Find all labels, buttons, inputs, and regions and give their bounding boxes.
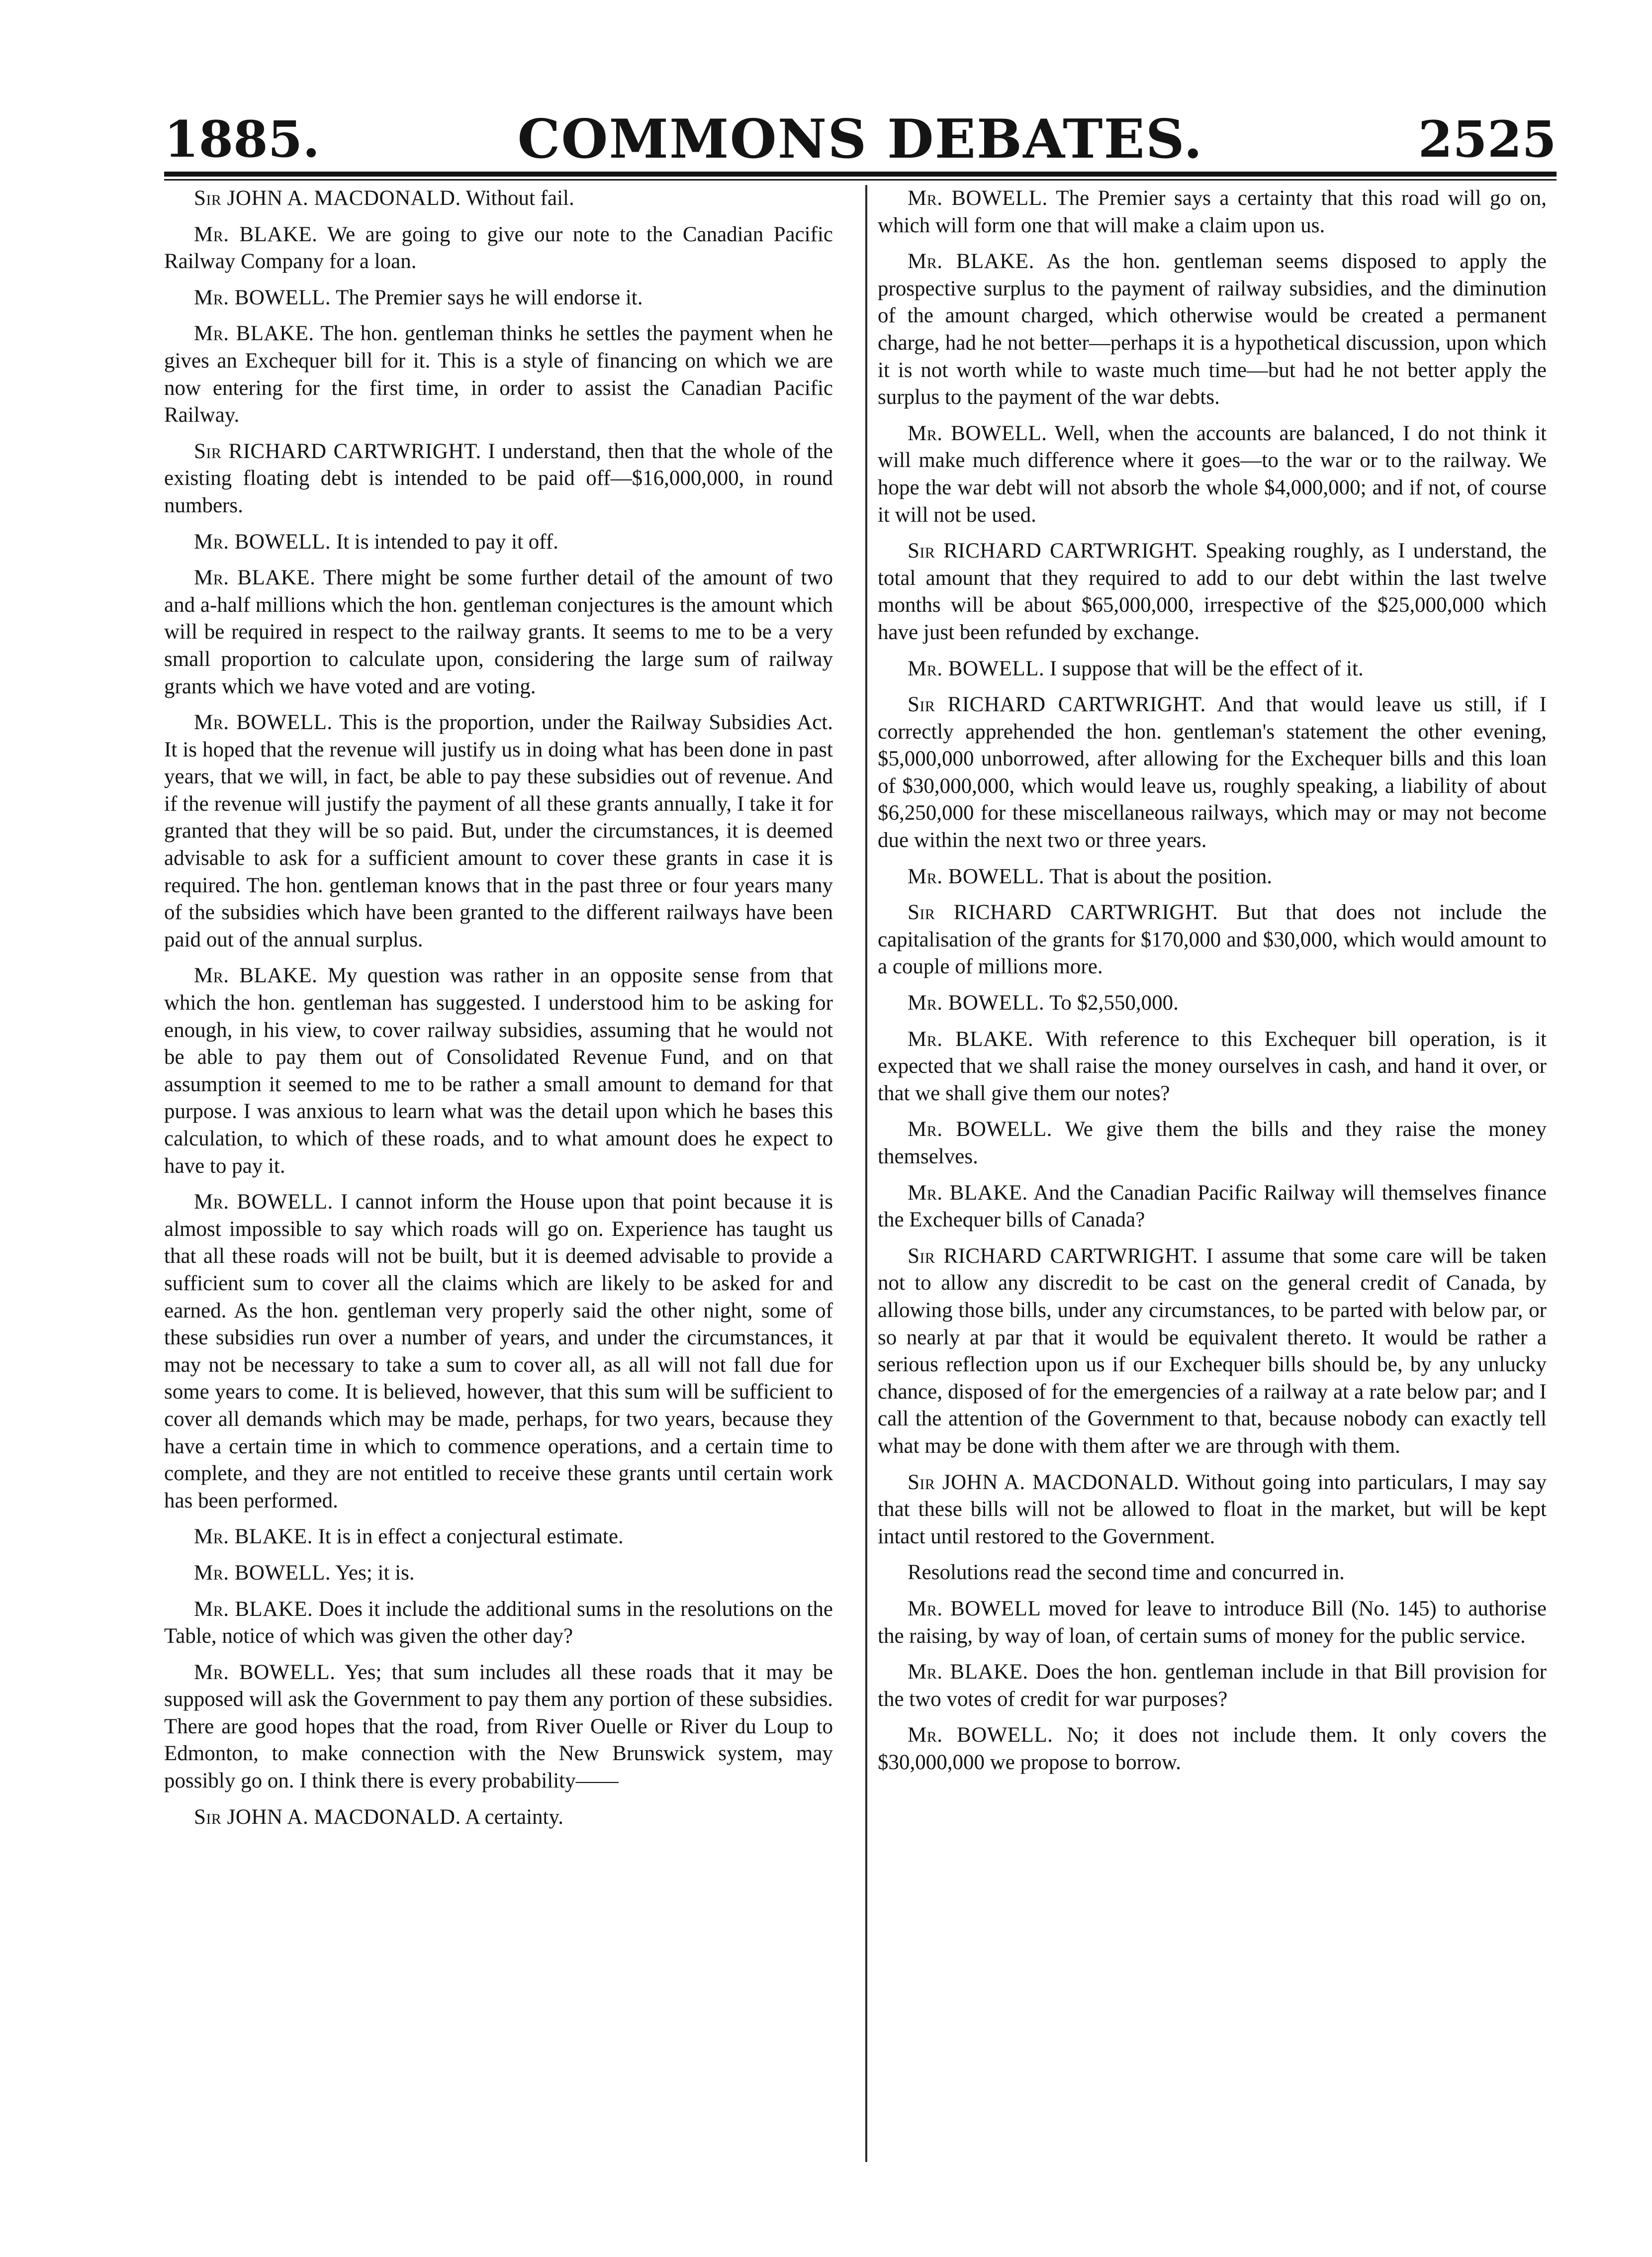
speech-text: The Premier says a certainty that this road will go on, which will form one that will make a claim upon us. xyxy=(878,187,1547,237)
speech-paragraph xyxy=(164,709,833,953)
speech-paragraph xyxy=(164,185,833,212)
speech-text: The Premier says he will endorse it. xyxy=(336,285,643,309)
speech-paragraph xyxy=(878,185,1547,239)
speech-paragraph xyxy=(878,899,1547,981)
speaker-name: Mr. BOWELL. xyxy=(908,1723,1053,1747)
header-page-number: 2525 xyxy=(1418,110,1557,169)
speech-paragraph xyxy=(164,1189,833,1514)
speaker-name: Sir RICHARD CARTWRIGHT. xyxy=(908,901,1218,925)
speech-paragraph xyxy=(164,1596,833,1650)
speech-paragraph xyxy=(164,962,833,1180)
speech-paragraph xyxy=(164,320,833,429)
speech-text: Without fail. xyxy=(465,187,574,210)
speech-paragraph xyxy=(878,691,1547,854)
speech-text: We give them the bills and they raise the money themselves. xyxy=(878,1118,1547,1168)
speech-paragraph xyxy=(878,656,1547,683)
speaker-name: Mr. BOWELL xyxy=(908,1597,1041,1620)
speech-paragraph xyxy=(164,1804,833,1831)
speech-paragraph xyxy=(164,529,833,556)
speech-paragraph xyxy=(878,1180,1547,1234)
speaker-name: Sir RICHARD CARTWRIGHT. xyxy=(194,439,481,463)
speech-text: I understand, then that the whole of the existing floating debt is intended to be paid off—$16,000,000, in round numbers. xyxy=(164,439,833,517)
speaker-name: Sir JOHN A. MACDONALD. xyxy=(194,1805,461,1829)
speaker-name: Sir JOHN A. MACDONALD. xyxy=(194,187,461,210)
column-divider xyxy=(865,185,867,2162)
speaker-name: Mr. BLAKE. xyxy=(194,1525,313,1549)
speaker-name: Mr. BLAKE. xyxy=(194,222,318,246)
speech-paragraph xyxy=(878,990,1547,1017)
speaker-name: Sir RICHARD CARTWRIGHT. xyxy=(908,693,1206,717)
speech-paragraph xyxy=(878,1243,1547,1460)
speech-text: The hon. gentleman thinks he settles the payment when he gives an Exchequer bill for it. This is a style of financing on which we are now entering for the first time, in order to assist the Canadian Pacific Railway. xyxy=(164,322,833,427)
speech-text: I assume that some care will be taken not to allow any discredit to be cast on the general credit of Canada, by allowing those bills, under any circumstances, to be parted with below par, or so nearly at par that it would be equivalent thereto. It would be rather a serious reflection upon us if our Exchequer bills should be, by any unlucky chance, disposed of for the emergencies of a railway at a rate below par; and I call the attention of the Government to that, because nobody can exactly tell what may be done with them after we are through with them. xyxy=(878,1244,1547,1458)
speech-paragraph xyxy=(878,248,1547,411)
speech-text: To $2,550,000. xyxy=(1049,991,1179,1015)
speech-text: As the hon. gentleman seems disposed to apply the prospective surplus to the payment of railway subsidies, and the diminution of the amount charged, which otherwise would be created a permanent charge, had he not better—perhaps it is a hypothetical discussion, upon which it is not worth while to waste much time—but had he not better apply the surplus to the payment of the war debts. xyxy=(878,250,1547,409)
speaker-name: Mr. BOWELL. xyxy=(908,187,1048,210)
speech-paragraph xyxy=(878,538,1547,646)
speech-text: No; it does not include them. It only covers the $30,000,000 we propose to borrow. xyxy=(878,1723,1547,1774)
speaker-name: Sir RICHARD CARTWRIGHT. xyxy=(908,539,1198,563)
speaker-name: Mr. BOWELL. xyxy=(908,864,1045,888)
speech-text: Well, when the accounts are balanced, I do not think it will make much difference where it goes—to the war or to the railway. We hope the war debt will not absorb the whole $4,000,000; and if not, of course it will not be used. xyxy=(878,421,1547,527)
speaker-name: Mr. BOWELL. xyxy=(194,1561,331,1585)
speech-text: Yes; it is. xyxy=(335,1561,415,1585)
speech-text: And that would leave us still, if I correctly apprehended the hon. gentleman's statement the other evening, $5,000,000 unborrowed, after allowing for the Exchequer bills and this loan of $30,000,000, which would leave us, roughly speaking, a liability of about $6,250,000 for these miscellaneous railways, which may or may not become due within the next two or three years. xyxy=(878,693,1547,852)
speaker-name: Mr. BLAKE. xyxy=(908,1027,1034,1051)
speech-paragraph xyxy=(164,438,833,520)
speech-paragraph xyxy=(164,221,833,276)
speech-text: We are going to give our note to the Canadian Pacific Railway Company for a loan. xyxy=(164,222,833,274)
page-header xyxy=(164,102,1557,177)
speech-text: My question was rather in an opposite sense from that which the hon. gentleman has suggested. I understood him to be asking for enough, in his view, to cover railway subsidies, assuming that he would not be able to pay them out of Consolidated Revenue Fund, and on that assumption it seemed to me to be rather a small amount to demand for that purpose. I was anxious to learn what was the detail upon which he bases this calculation, to which of these roads, and to what amount does he expect to have to pay it. xyxy=(164,964,833,1178)
speech-text: Does the hon. gentleman include in that Bill provision for the two votes of credit for war purposes? xyxy=(878,1660,1547,1711)
header-year: 1885. xyxy=(164,110,320,169)
speech-paragraph xyxy=(878,1116,1547,1170)
speaker-name: Mr. BOWELL. xyxy=(908,1118,1052,1141)
speaker-name: Mr. BOWELL. xyxy=(908,421,1047,445)
speech-text: Yes; that sum includes all these roads that it may be supposed will ask the Government to pay them any portion of these subsidies. There are good hopes that the road, from River Ouelle or River du Loup to Edmonton, to make connection with the New Brunswick system, may possibly go on. I think there is every probability—— xyxy=(164,1660,833,1793)
speech-paragraph xyxy=(164,1560,833,1587)
speaker-name: Mr. BOWELL. xyxy=(194,285,331,309)
speech-text: I cannot inform the House upon that point because it is almost impossible to say which roads will go on. Experience has taught us that all these roads will not be built, but it is deemed advisable to provide a sufficient sum to cover all the claims which are likely to be asked for and earned. As the hon. gentleman very properly said the other night, some of these subsidies run over a number of years, and under the circumstances, it may not be necessary to take a sum to cover all, as all will not fall due for some years to come. It is believed, however, that this sum will be sufficient to cover all demands which may be made, perhaps, for two years, because they have a certain time in which to commence operations, and a certain time to complete, and they are not entitled to receive these grants until certain work has been performed. xyxy=(164,1190,833,1512)
speaker-name: Mr. BOWELL. xyxy=(194,530,331,554)
speech-text: It is intended to pay it off. xyxy=(336,530,558,554)
left-column xyxy=(164,185,833,1840)
speech-paragraph xyxy=(878,863,1547,891)
speech-text: But that does not include the capitalisation of the grants for $170,000 and $30,000, which would amount to a couple of millions more. xyxy=(878,901,1547,979)
speech-text: A certainty. xyxy=(465,1805,563,1829)
speech-paragraph xyxy=(878,1026,1547,1108)
speech-paragraph xyxy=(164,564,833,700)
speaker-name: Mr. BLAKE. xyxy=(908,1660,1028,1684)
speaker-name: Mr. BLAKE. xyxy=(194,322,314,346)
speaker-name: Mr. BOWELL. xyxy=(908,991,1045,1015)
speech-paragraph xyxy=(164,1659,833,1795)
header-title: COMMONS DEBATES. xyxy=(517,108,1203,171)
speech-paragraph xyxy=(878,1722,1547,1776)
speaker-name: Mr. BLAKE. xyxy=(908,250,1034,274)
speech-text: Does it include the additional sums in the resolutions on the Table, notice of which was given the other day? xyxy=(164,1597,833,1648)
speech-text: There might be some further detail of the amount of two and a-half millions which the hon. gentleman conjectures is the amount which will be required in respect to the railway grants. It seems to me to be a very small proportion to calculate upon, considering the large sum of railway grants which we have voted and are voting. xyxy=(164,566,833,698)
speech-paragraph xyxy=(878,1596,1547,1650)
header-rule xyxy=(164,172,1557,177)
speech-paragraph xyxy=(164,1523,833,1551)
speech-text: Without going into particulars, I may say that these bills will not be allowed to float in the market, but will be kept intact until restored to the Government. xyxy=(878,1470,1547,1548)
speech-text: That is about the position. xyxy=(1049,864,1272,888)
speech-text: I suppose that will be the effect of it. xyxy=(1049,657,1364,680)
speech-paragraph xyxy=(878,1559,1547,1587)
speaker-name: Mr. BLAKE. xyxy=(908,1181,1028,1205)
speaker-name: Mr. BOWELL. xyxy=(194,711,333,735)
speech-text: moved for leave to introduce Bill (No. 145) to authorise the raising, by way of loan, of certain sums of money for the public service. xyxy=(878,1597,1547,1648)
right-column xyxy=(878,185,1547,1785)
speech-text: It is in effect a conjectural estimate. xyxy=(318,1525,624,1549)
speaker-name: Mr. BOWELL. xyxy=(194,1190,333,1214)
speech-paragraph xyxy=(164,284,833,312)
speech-text: Resolutions read the second time and concurred in. xyxy=(908,1561,1345,1585)
speaker-name: Mr. BOWELL. xyxy=(908,657,1045,680)
speaker-name: Mr. BLAKE. xyxy=(194,964,318,988)
speaker-name: Mr. BLAKE. xyxy=(194,566,316,590)
header-rule-thin xyxy=(164,179,1557,181)
speech-text: With reference to this Exchequer bill operation, is it expected that we shall raise the money ourselves in cash, and hand it over, or that we shall give them our notes? xyxy=(878,1027,1547,1105)
speech-text: Speaking roughly, as I understand, the total amount that they required to add to our debt within the last twelve months will be about $65,000,000, irrespective of the $25,000,000 which have just been refunded by exchange. xyxy=(878,539,1547,644)
speaker-name: Mr. BOWELL. xyxy=(194,1660,336,1684)
speech-text: And the Canadian Pacific Railway will themselves finance the Exchequer bills of Canada? xyxy=(878,1181,1547,1232)
speech-paragraph xyxy=(878,420,1547,529)
speaker-name: Sir RICHARD CARTWRIGHT. xyxy=(908,1244,1198,1268)
speech-text: This is the proportion, under the Railway Subsidies Act. It is hoped that the revenue will justify us in doing what has been done in past years, that we will, in fact, be able to pay these subsidies out of revenue. And if the revenue will justify the payment of all these grants annually, I take it for granted that they will be so paid. But, under the circumstances, it is deemed advisable to ask for a sufficient amount to cover these grants in case it is required. The hon. gentleman knows that in the past three or four years many of the subsidies which have been granted to the different railways have been paid out of the annual surplus. xyxy=(164,711,833,951)
speaker-name: Mr. BLAKE. xyxy=(194,1597,313,1621)
speaker-name: Sir JOHN A. MACDONALD. xyxy=(908,1470,1180,1494)
speech-paragraph xyxy=(878,1469,1547,1551)
speech-paragraph xyxy=(878,1659,1547,1713)
